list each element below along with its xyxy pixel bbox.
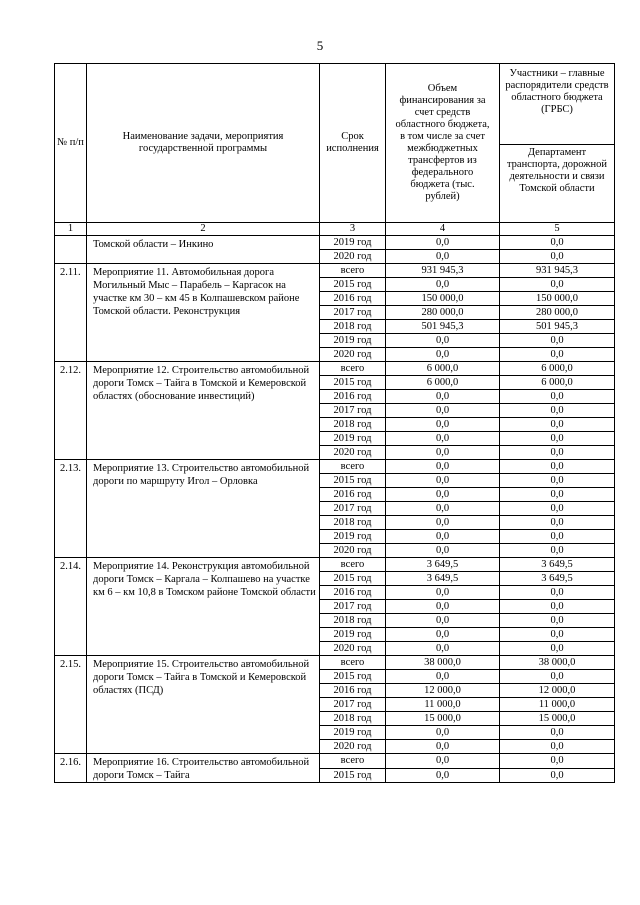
item-name: Мероприятие 11. Автомобильная дорога Могильный Мыс – Парабель – Каргасок на участке км 30 – км 45 в Колпашевском районе Томской области. Реконструкция	[87, 264, 320, 362]
funding-cell: 0,0	[386, 474, 500, 488]
term-cell: 2018 год	[320, 320, 386, 334]
grbs-cell: 3 649,5	[500, 558, 615, 572]
funding-cell: 0,0	[386, 670, 500, 684]
funding-cell: 0,0	[386, 516, 500, 530]
item-number: 2.12.	[55, 362, 87, 460]
funding-cell: 150 000,0	[386, 292, 500, 306]
grbs-cell: 0,0	[500, 334, 615, 348]
grbs-cell: 0,0	[500, 586, 615, 600]
item-number: 2.15.	[55, 656, 87, 754]
funding-cell: 0,0	[386, 334, 500, 348]
grbs-cell: 0,0	[500, 474, 615, 488]
term-cell: 2016 год	[320, 390, 386, 404]
grbs-cell: 0,0	[500, 418, 615, 432]
funding-cell: 931 945,3	[386, 264, 500, 278]
grbs-cell: 0,0	[500, 236, 615, 250]
header-col-department: Департамент транспорта, дорожной деятельности и связи Томской области	[500, 145, 615, 223]
term-cell: 2019 год	[320, 530, 386, 544]
funding-cell: 0,0	[386, 726, 500, 740]
grbs-cell: 0,0	[500, 516, 615, 530]
term-cell: 2015 год	[320, 376, 386, 390]
header-col-name: Наименование задачи, мероприятия государственной программы	[87, 64, 320, 223]
term-cell: 2015 год	[320, 572, 386, 586]
header-col-number: № п/п	[55, 64, 87, 223]
item-number	[55, 236, 87, 264]
term-cell: 2019 год	[320, 334, 386, 348]
funding-cell: 0,0	[386, 404, 500, 418]
funding-cell: 6 000,0	[386, 362, 500, 376]
term-cell: всего	[320, 264, 386, 278]
funding-cell: 0,0	[386, 446, 500, 460]
item-name: Мероприятие 12. Строительство автомобильной дороги Томск – Тайга в Томской и Кемеровской областях (обоснование инвестиций)	[87, 362, 320, 460]
term-cell: 2015 год	[320, 670, 386, 684]
term-cell: 2020 год	[320, 348, 386, 362]
grbs-cell: 11 000,0	[500, 698, 615, 712]
grbs-cell: 0,0	[500, 250, 615, 264]
table-row	[55, 558, 615, 572]
grbs-cell: 0,0	[500, 446, 615, 460]
grbs-cell: 0,0	[500, 460, 615, 474]
funding-cell: 3 649,5	[386, 558, 500, 572]
funding-cell: 0,0	[386, 544, 500, 558]
grbs-cell: 38 000,0	[500, 656, 615, 670]
term-cell: 2016 год	[320, 586, 386, 600]
grbs-cell: 0,0	[500, 348, 615, 362]
term-cell: 2020 год	[320, 250, 386, 264]
item-name: Мероприятие 13. Строительство автомобильной дороги по маршруту Игол – Орловка	[87, 460, 320, 558]
grbs-cell: 280 000,0	[500, 306, 615, 320]
term-cell: 2020 год	[320, 544, 386, 558]
program-table	[54, 63, 615, 783]
term-cell: 2017 год	[320, 600, 386, 614]
term-cell: 2020 год	[320, 642, 386, 656]
col-number-1: 1	[55, 223, 87, 236]
item-number: 2.14.	[55, 558, 87, 656]
grbs-cell: 0,0	[500, 278, 615, 292]
grbs-cell: 0,0	[500, 544, 615, 558]
grbs-cell: 0,0	[500, 628, 615, 642]
funding-cell: 11 000,0	[386, 698, 500, 712]
col-number-2: 2	[87, 223, 320, 236]
funding-cell: 280 000,0	[386, 306, 500, 320]
item-name: Мероприятие 15. Строительство автомобильной дороги Томск – Тайга в Томской и Кемеровской областях (ПСД)	[87, 656, 320, 754]
col-number-3: 3	[320, 223, 386, 236]
grbs-cell: 0,0	[500, 726, 615, 740]
table-row	[55, 362, 615, 376]
item-number: 2.13.	[55, 460, 87, 558]
grbs-cell: 3 649,5	[500, 572, 615, 586]
item-number: 2.11.	[55, 264, 87, 362]
grbs-cell: 0,0	[500, 614, 615, 628]
funding-cell: 0,0	[386, 250, 500, 264]
grbs-cell: 0,0	[500, 390, 615, 404]
grbs-cell: 6 000,0	[500, 376, 615, 390]
grbs-cell: 0,0	[500, 670, 615, 684]
funding-cell: 0,0	[386, 236, 500, 250]
grbs-cell: 501 945,3	[500, 320, 615, 334]
header-col-term: Срок исполнения	[320, 64, 386, 223]
funding-cell: 0,0	[386, 418, 500, 432]
funding-cell: 0,0	[386, 586, 500, 600]
table-row	[55, 754, 615, 769]
funding-cell: 12 000,0	[386, 684, 500, 698]
term-cell: 2019 год	[320, 628, 386, 642]
term-cell: 2019 год	[320, 236, 386, 250]
funding-cell: 15 000,0	[386, 712, 500, 726]
term-cell: 2016 год	[320, 488, 386, 502]
funding-cell: 0,0	[386, 460, 500, 474]
funding-cell: 0,0	[386, 614, 500, 628]
term-cell: всего	[320, 656, 386, 670]
grbs-cell: 0,0	[500, 740, 615, 754]
table-row	[55, 460, 615, 474]
term-cell: 2016 год	[320, 684, 386, 698]
funding-cell: 0,0	[386, 432, 500, 446]
term-cell: 2019 год	[320, 726, 386, 740]
funding-cell: 0,0	[386, 768, 500, 783]
grbs-cell: 0,0	[500, 530, 615, 544]
term-cell: всего	[320, 558, 386, 572]
funding-cell: 0,0	[386, 628, 500, 642]
item-number: 2.16.	[55, 754, 87, 783]
funding-cell: 0,0	[386, 642, 500, 656]
table-row	[55, 236, 615, 250]
term-cell: 2020 год	[320, 446, 386, 460]
header-col-participants: Участники – главные распорядители средств областного бюджета (ГРБС)	[500, 64, 615, 145]
term-cell: 2019 год	[320, 432, 386, 446]
term-cell: 2015 год	[320, 474, 386, 488]
header-col-funding: Объем финансирования за счет средств областного бюджета, в том числе за счет межбюджетных трансфертов из федерального бюджета (тыс. рублей)	[386, 64, 500, 223]
term-cell: 2020 год	[320, 740, 386, 754]
grbs-cell: 15 000,0	[500, 712, 615, 726]
funding-cell: 38 000,0	[386, 656, 500, 670]
term-cell: всего	[320, 362, 386, 376]
item-name: Томской области – Инкино	[87, 236, 320, 264]
term-cell: 2018 год	[320, 516, 386, 530]
term-cell: 2016 год	[320, 292, 386, 306]
grbs-cell: 0,0	[500, 642, 615, 656]
grbs-cell: 0,0	[500, 432, 615, 446]
grbs-cell: 0,0	[500, 600, 615, 614]
grbs-cell: 6 000,0	[500, 362, 615, 376]
funding-cell: 0,0	[386, 502, 500, 516]
term-cell: 2017 год	[320, 502, 386, 516]
page-number: 5	[316, 38, 324, 53]
funding-cell: 0,0	[386, 530, 500, 544]
funding-cell: 0,0	[386, 488, 500, 502]
term-cell: 2017 год	[320, 306, 386, 320]
table-row	[55, 264, 615, 278]
funding-cell: 0,0	[386, 600, 500, 614]
item-name: Мероприятие 14. Реконструкция автомобильной дороги Томск – Каргала – Колпашево на участке км 6 – км 10,8 в Томском районе Томской области	[87, 558, 320, 656]
funding-cell: 3 649,5	[386, 572, 500, 586]
funding-cell: 0,0	[386, 740, 500, 754]
term-cell: всего	[320, 754, 386, 769]
grbs-cell: 0,0	[500, 754, 615, 769]
grbs-cell: 0,0	[500, 768, 615, 783]
funding-cell: 501 945,3	[386, 320, 500, 334]
grbs-cell: 0,0	[500, 502, 615, 516]
table-row	[55, 656, 615, 670]
funding-cell: 0,0	[386, 390, 500, 404]
term-cell: 2018 год	[320, 614, 386, 628]
term-cell: 2017 год	[320, 698, 386, 712]
term-cell: 2018 год	[320, 712, 386, 726]
funding-cell: 0,0	[386, 754, 500, 769]
grbs-cell: 12 000,0	[500, 684, 615, 698]
funding-cell: 0,0	[386, 278, 500, 292]
term-cell: 2018 год	[320, 418, 386, 432]
item-name: Мероприятие 16. Строительство автомобильной дороги Томск – Тайга	[87, 754, 320, 783]
term-cell: 2015 год	[320, 768, 386, 783]
grbs-cell: 931 945,3	[500, 264, 615, 278]
grbs-cell: 0,0	[500, 404, 615, 418]
term-cell: 2015 год	[320, 278, 386, 292]
grbs-cell: 150 000,0	[500, 292, 615, 306]
funding-cell: 6 000,0	[386, 376, 500, 390]
col-number-4: 4	[386, 223, 500, 236]
col-number-5: 5	[500, 223, 615, 236]
term-cell: 2017 год	[320, 404, 386, 418]
grbs-cell: 0,0	[500, 488, 615, 502]
term-cell: всего	[320, 460, 386, 474]
funding-cell: 0,0	[386, 348, 500, 362]
